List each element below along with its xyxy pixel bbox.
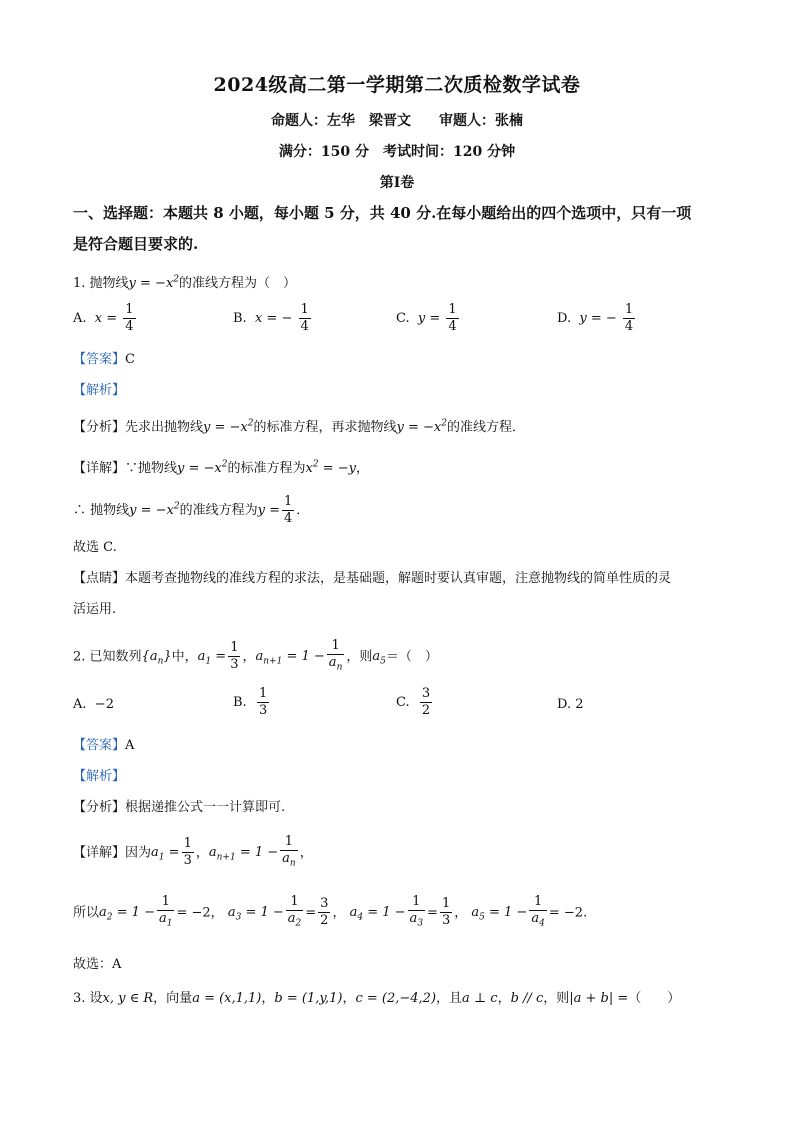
page-title: 2024级高二第一学期第二次质检数学试卷 xyxy=(213,74,581,96)
equation: $a_1$ = xyxy=(151,845,180,863)
fraction xyxy=(280,834,298,872)
equation: $a_1$ = xyxy=(197,649,227,667)
option-label: C. xyxy=(396,311,410,326)
question-2-stem: 2. 已知数列$\{a_n\}$中，$a_1$ = $\frac{1}{3}$ ，$a_{n+1} = 1$ − $\frac{1}{a_n}$ ，则$a_5=$（ ） xyxy=(73,638,438,676)
equation: $a_{n+1} = 1$ − xyxy=(255,649,325,667)
section-heading-line2: 是符合题目要求的. xyxy=(73,235,199,253)
numerator: 1 xyxy=(280,834,298,851)
option-label: D. xyxy=(557,311,572,326)
text: 因为 xyxy=(125,845,152,861)
score-time-line: 满分：150 分 考试时间：120 分钟 xyxy=(278,144,516,160)
option-lhs: y = xyxy=(579,311,602,326)
denominator: 2 xyxy=(320,913,329,929)
denominator: 4 xyxy=(125,319,134,334)
fraction xyxy=(228,640,240,673)
equation: = −2 xyxy=(176,905,211,921)
equation: $a_4 = 1$ − xyxy=(349,905,406,923)
numerator: 3 xyxy=(421,686,431,701)
option-fraction xyxy=(299,302,311,335)
denominator: $a_2$ xyxy=(287,911,302,929)
denominator: 4 xyxy=(300,319,309,334)
denominator: 2 xyxy=(421,703,431,718)
equation: $y = -x^2$ xyxy=(203,418,254,435)
q2-so: 所以$a_2 = 1$ − $\frac{1}{a_1}$ = −2， $a_3 = 1$ − $\frac{1}{a_2}$ = $\frac{3}{2}$ ， $a_4 = 1$ − $\frac{1}{a_3}$ = $\frac{1}{3}$ ， $a_5 = 1$ − $\frac{1}{a_4}$ = −2. xyxy=(73,894,587,932)
question-1-stem xyxy=(73,272,296,291)
sequence-symbol: $\{a_n\}$ xyxy=(141,649,172,667)
numerator: 1 xyxy=(448,302,457,317)
text: 的标准方程为 xyxy=(227,461,306,476)
q2-option-a xyxy=(73,697,114,712)
answer-tag: 【答案】 xyxy=(73,738,126,753)
fenxi-tag: 【分析】 xyxy=(73,420,126,435)
equation: x, y ∈ R xyxy=(102,991,154,1006)
denominator: 4 xyxy=(624,319,634,334)
text: ，则 xyxy=(346,649,373,665)
q1-answer xyxy=(73,348,135,367)
denominator: $a_n$ xyxy=(282,851,296,869)
text: 3. 设 xyxy=(73,991,103,1006)
authors-line: 命题人：左华 梁晋文 审题人：张楠 xyxy=(271,113,523,129)
answer-value: C xyxy=(125,352,135,367)
text: （ ） xyxy=(628,991,681,1006)
q1-analysis-tag xyxy=(73,379,125,398)
numerator: 1 xyxy=(529,894,547,911)
option-fraction xyxy=(446,302,458,335)
q1-prefix: 1. 抛物线 xyxy=(73,276,129,291)
text: 根据递推公式一一计算即可. xyxy=(125,800,286,815)
text: 中， xyxy=(171,649,198,665)
norm-expression: |a + b| = xyxy=(569,991,629,1006)
denominator: 3 xyxy=(258,703,268,718)
fraction xyxy=(327,638,345,676)
numerator: 1 xyxy=(258,686,268,701)
analysis-tag: 【解析】 xyxy=(73,769,126,784)
q2-option-c xyxy=(396,686,434,719)
text: ∴ 抛物线 xyxy=(73,503,130,518)
q1-fenxi xyxy=(73,416,525,435)
text: 2. 已知数列 xyxy=(73,649,142,665)
volume-label: 第Ⅰ卷 xyxy=(379,175,415,191)
equation: $a_{n+1} = 1$ − xyxy=(208,845,279,863)
text: 的标准方程，再求抛物线 xyxy=(253,420,397,435)
q1-option-b xyxy=(233,302,313,335)
option-label: A. xyxy=(73,311,87,326)
q2-choice: 故选：A xyxy=(73,957,122,972)
denominator: $a_n$ xyxy=(328,655,343,673)
denominator: $a_1$ xyxy=(158,911,173,929)
text: 的准线方程为 xyxy=(179,503,258,518)
q2-option-b xyxy=(233,686,271,719)
option-sign: − xyxy=(605,311,617,326)
analysis-tag: 【解析】 xyxy=(73,383,126,398)
parallel-condition: b // c xyxy=(510,991,544,1006)
q1-xiangjie: 【详解】∵抛物线$y = -x^2$的标准方程为$x^2 = -y$， xyxy=(73,459,370,476)
denominator: 3 xyxy=(183,853,192,869)
denominator: $a_4$ xyxy=(531,911,545,929)
numerator: 1 xyxy=(125,302,134,317)
option-sign: − xyxy=(281,311,293,326)
q1-dianjing-line2: 活运用. xyxy=(73,602,117,617)
text: 的准线方程． xyxy=(446,420,525,435)
numerator: 1 xyxy=(441,896,451,912)
section-heading-line1: 一、选择题：本题共 8 小题，每小题 5 分，共 40 分.在每小题给出的四个选项中，只有一项 xyxy=(73,204,692,222)
option-label: C. xyxy=(396,695,410,710)
fraction xyxy=(529,894,547,932)
equation: y = xyxy=(257,503,280,518)
denominator: 3 xyxy=(441,913,451,929)
text: ，则 xyxy=(543,991,570,1006)
q1-suffix: 的准线方程为（ ） xyxy=(179,276,297,291)
option-lhs: y = xyxy=(417,311,441,326)
text: 本题考查抛物线的准线方程的求法，是基础题，解题时要认真审题，注意抛物线的简单性质的灵 xyxy=(125,571,672,586)
fraction xyxy=(408,894,426,932)
equation: $a_5 = 1$ − xyxy=(471,905,528,923)
option-fraction xyxy=(123,302,135,335)
denominator: 4 xyxy=(284,511,293,526)
numerator: 1 xyxy=(157,894,175,911)
option-label: B. xyxy=(233,311,247,326)
q2-option-d xyxy=(557,697,584,712)
q1-option-a xyxy=(73,302,138,335)
equation: $y = -x^2$ xyxy=(177,459,228,476)
option-label: A. xyxy=(73,697,87,712)
option-lhs: x = xyxy=(254,311,278,326)
q1-choice: 故选 C. xyxy=(73,540,117,555)
option-label: D. xyxy=(557,697,572,712)
fraction xyxy=(286,894,304,932)
numerator: 1 xyxy=(286,894,304,911)
perp-condition: a ⊥ c xyxy=(462,991,498,1006)
equation: $a_5$ xyxy=(372,649,386,667)
q1-option-d xyxy=(557,302,637,335)
option-lhs: x = xyxy=(94,311,118,326)
text: ，且 xyxy=(436,991,463,1006)
vector-b: b = (1,y,1) xyxy=(274,991,343,1006)
q1-dianjing-line1 xyxy=(73,567,671,586)
text: 先求出抛物线 xyxy=(125,420,204,435)
option-fraction xyxy=(420,686,432,719)
text: 所以 xyxy=(73,905,100,921)
q1-therefore: ∴ 抛物线$y = -x^2$的准线方程为y = $\frac{1}{4}$ ． xyxy=(73,494,310,526)
text: ，向量 xyxy=(153,991,193,1006)
equation: $a_2 = 1$ − xyxy=(99,905,155,923)
denominator: 3 xyxy=(230,657,239,673)
vector-a: a = (x,1,1) xyxy=(192,991,262,1006)
denominator: $a_3$ xyxy=(409,911,424,929)
fraction xyxy=(282,494,294,527)
text: ∵抛物线 xyxy=(125,461,178,476)
xiangjie-tag: 【详解】 xyxy=(73,461,126,476)
fraction xyxy=(440,896,452,929)
option-fraction xyxy=(623,302,635,335)
fraction xyxy=(182,836,194,869)
numerator: 1 xyxy=(300,302,309,317)
option-value: 2 xyxy=(575,697,584,712)
q2-answer xyxy=(73,734,134,753)
equation: $y = -x^2$ xyxy=(396,418,447,435)
equation: $x^2 = -y$ xyxy=(305,459,356,476)
dianjing-tag: 【点睛】 xyxy=(73,571,126,586)
numerator: 1 xyxy=(624,302,634,317)
option-label: B. xyxy=(233,695,247,710)
equation: = −2 xyxy=(548,905,584,921)
denominator: 4 xyxy=(448,319,457,334)
option-fraction xyxy=(257,686,269,719)
fraction xyxy=(157,894,175,932)
q2-xiangjie: 【详解】因为$a_1$ = $\frac{1}{3}$ ，$a_{n+1} = 1$ − $\frac{1}{a_n}$ ， xyxy=(73,834,313,872)
q2-fenxi xyxy=(73,796,285,815)
question-3-stem: 3. 设x, y ∈ R，向量a = (x,1,1)，b = (1,y,1)，c = (2,−4,2)，且a ⊥ c，b // c，则|a + b| =（ ） xyxy=(73,991,681,1006)
numerator: 1 xyxy=(284,494,293,509)
q1-option-c xyxy=(396,302,461,335)
answer-tag: 【答案】 xyxy=(73,352,126,367)
numerator: 1 xyxy=(230,640,239,656)
numerator: 1 xyxy=(408,894,426,911)
equation: $a_3 = 1$ − xyxy=(227,905,284,923)
fenxi-tag: 【分析】 xyxy=(73,800,126,815)
text: ＝（ ） xyxy=(385,649,438,665)
answer-value: A xyxy=(125,738,135,753)
vector-c: c = (2,−4,2) xyxy=(355,991,437,1006)
numerator: 3 xyxy=(320,896,329,912)
numerator: 1 xyxy=(183,836,192,852)
fraction xyxy=(318,896,330,929)
xiangjie-tag: 【详解】 xyxy=(73,845,126,861)
q1-equation: $y = -x^2$ xyxy=(128,274,180,291)
q2-analysis-tag xyxy=(73,765,125,784)
equation: $y = -x^2$ xyxy=(129,501,180,518)
option-value: −2 xyxy=(94,697,114,712)
numerator: 1 xyxy=(327,638,345,655)
